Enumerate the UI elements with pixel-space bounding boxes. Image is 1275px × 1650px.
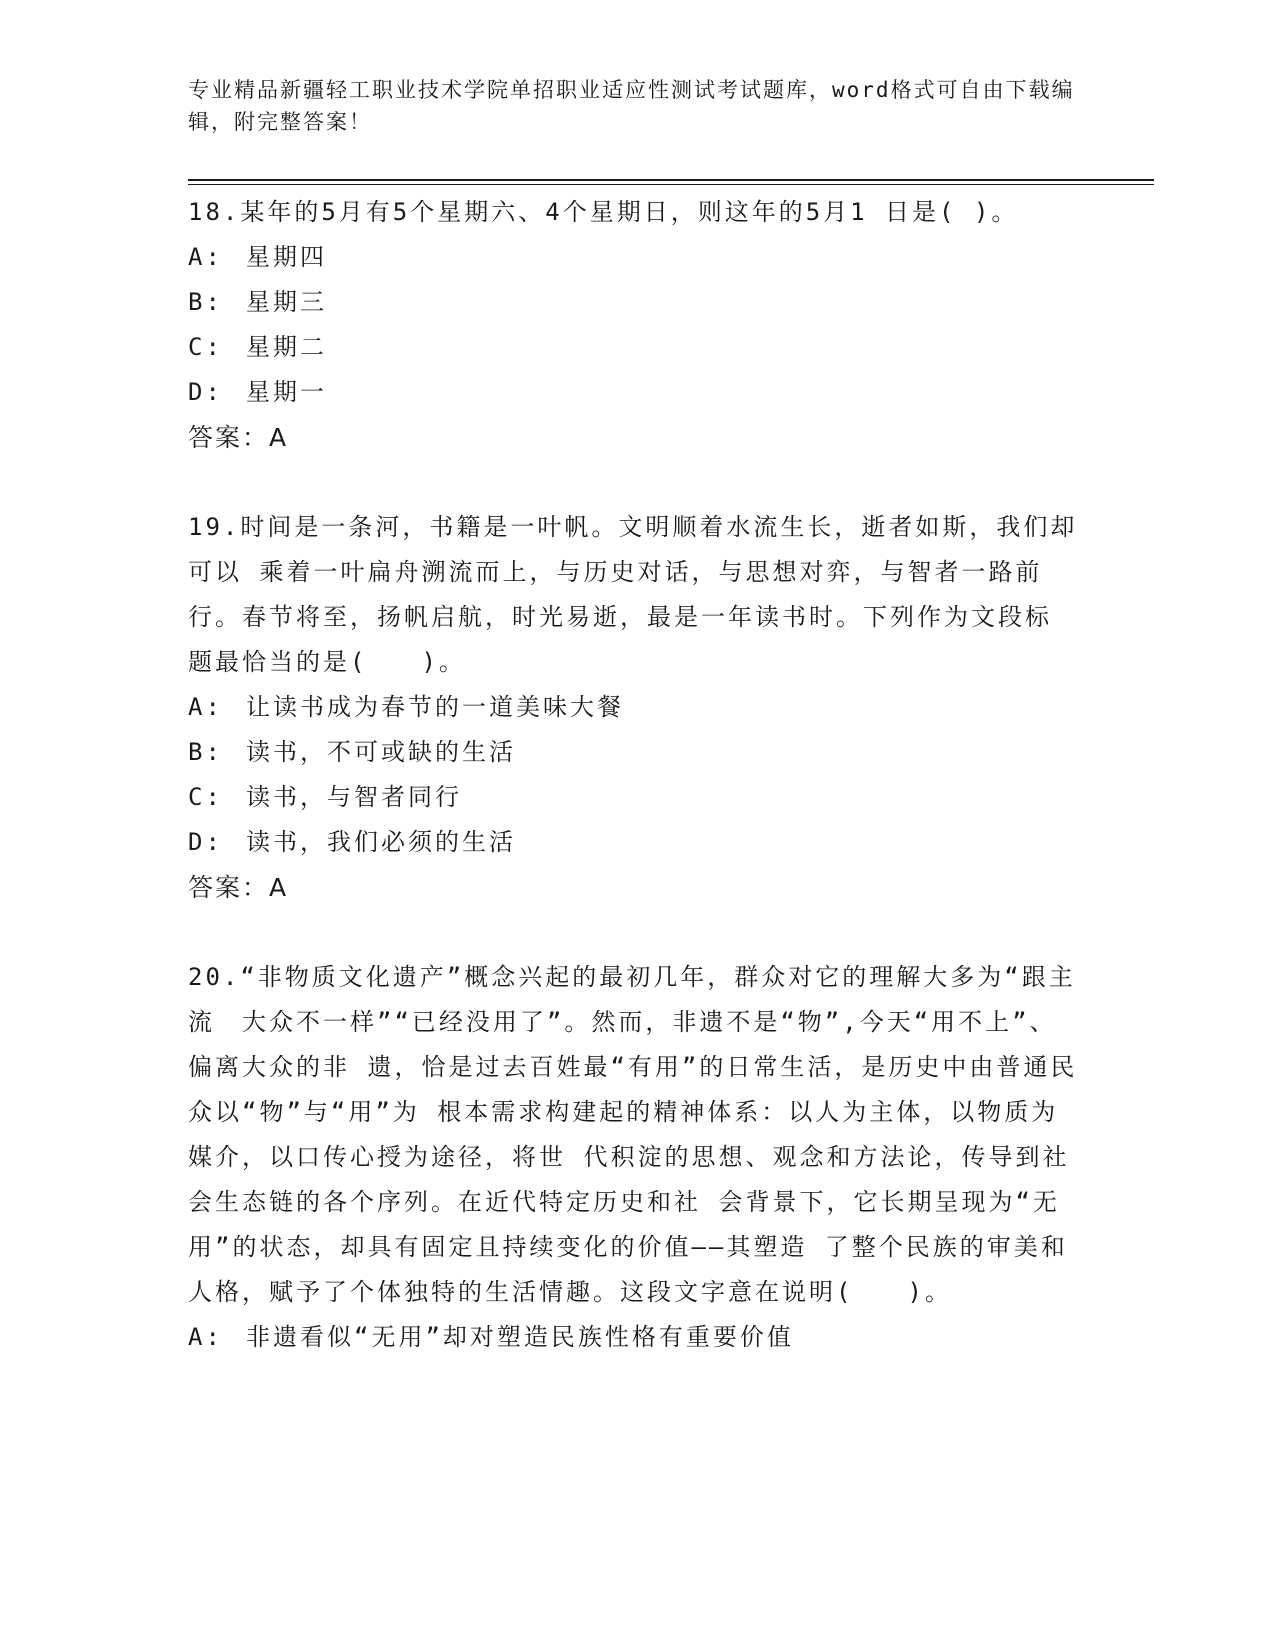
question-20	[188, 955, 1078, 1360]
header-rule-thin	[188, 184, 1154, 185]
question-stem: 20.“非物质文化遗产”概念兴起的最初几年，群众对它的理解大多为“跟主流 大众不一样”“已经没用了”。然而，非遗不是“物”,今天“用不上”、偏离大众的非 遗，恰是过去百姓最“有用”的日常生活，是历史中由普通民众以“物”与“用”为 根本需求构建起的精神体系：以人为主体，以物质为媒介，以口传心授为途径，将世 代积淀的思想、观念和方法论，传导到社会生态链的各个序列。在近代特定历史和社 会背景下，它长期呈现为“无用”的状态，却具有固定且持续变化的价值——其塑造 了整个民族的审美和人格，赋予了个体独特的生活情趣。这段文字意在说明( )。	[188, 963, 1078, 1306]
answer-line: 答案：A	[188, 423, 289, 452]
option-c	[188, 325, 1078, 370]
spacer	[188, 910, 1078, 955]
option-key: B:	[188, 288, 223, 316]
option-d	[188, 370, 1078, 415]
option-c	[188, 775, 1078, 820]
spacer	[188, 460, 1078, 505]
option-key: A:	[188, 693, 223, 721]
option-key: B:	[188, 738, 223, 766]
option-b	[188, 730, 1078, 775]
question-18	[188, 190, 1078, 460]
option-key: C:	[188, 333, 223, 361]
option-text: 星期三	[246, 288, 327, 316]
option-text: 非遗看似“无用”却对塑造民族性格有重要价值	[246, 1323, 794, 1351]
option-text: 让读书成为春节的一道美味大餐	[246, 693, 624, 721]
option-text: 读书，与智者同行	[246, 783, 462, 811]
document-header	[188, 74, 1078, 138]
option-text: 读书，我们必须的生活	[246, 828, 516, 856]
question-19	[188, 505, 1078, 910]
header-rule-thick	[188, 179, 1154, 181]
question-stem: 18.某年的5月有5个星期六、4个星期日，则这年的5月1 日是( )。	[188, 198, 1019, 226]
option-a	[188, 235, 1078, 280]
option-text: 星期四	[246, 243, 327, 271]
option-d	[188, 820, 1078, 865]
option-key: D:	[188, 828, 223, 856]
option-key: C:	[188, 783, 223, 811]
option-key: A:	[188, 243, 223, 271]
option-a	[188, 685, 1078, 730]
option-b	[188, 280, 1078, 325]
option-a	[188, 1315, 1078, 1360]
option-key: D:	[188, 378, 223, 406]
answer-line: 答案：A	[188, 873, 289, 902]
option-key: A:	[188, 1323, 223, 1351]
question-list	[188, 190, 1078, 1360]
option-text: 星期一	[246, 378, 327, 406]
question-stem: 19.时间是一条河，书籍是一叶帆。文明顺着水流生长，逝者如斯，我们却可以 乘着一叶扁舟溯流而上，与历史对话，与思想对弈，与智者一路前行。春节将至，扬帆启航，时光易逝，最是一年读书时。下列作为文段标题最恰当的是( )。	[188, 513, 1078, 676]
option-text: 读书，不可或缺的生活	[246, 738, 516, 766]
option-text: 星期二	[246, 333, 327, 361]
header-text: 专业精品新疆轻工职业技术学院单招职业适应性测试考试题库，word格式可自由下载编辑，附完整答案！	[188, 78, 1075, 134]
